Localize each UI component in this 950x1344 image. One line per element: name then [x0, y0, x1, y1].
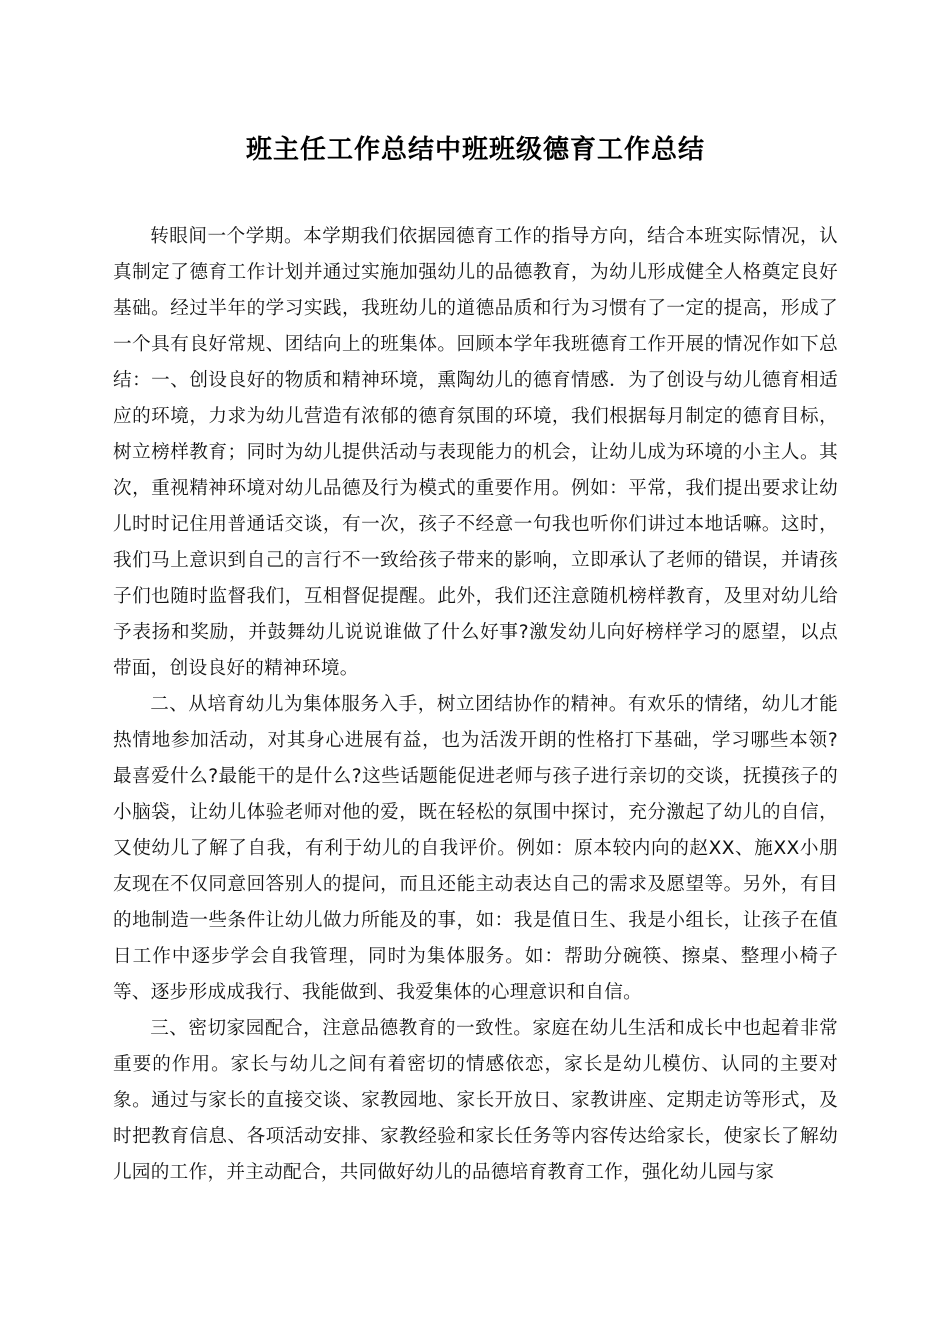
document-title: 班主任工作总结中班班级德育工作总结 — [245, 135, 705, 165]
paragraph-2: 二、从培育幼儿为集体服务入手，树立团结协作的精神。有欢乐的情绪，幼儿才能热情地参加活动，对其身心进展有益，也为活泼开朗的性格打下基础，学习哪些本领?最喜爱什么?最能干的是什么?这些话题能促进老师与孩子进行亲切的交谈，抚摸孩子的小脑袋，让幼儿体验老师对他的爱，既在轻松的氛围中探讨，充分激起了幼儿的自信，又使幼儿了解了自我，有利于幼儿的自我评价。例如：原本较内向的赵XX、施XX小朋友现在不仅同意回答别人的提问，而且还能主动表达自己的需求及愿望等。另外，有目的地制造一些条件让幼儿做力所能及的事，如：我是值日生、我是小组长，让孩子在值日工作中逐步学会自我管理，同时为集体服务。如：帮助分碗筷、擦桌、整理小椅子等、逐步形成成我行、我能做到、我爱集体的心理意识和自信。 — [113, 694, 838, 1003]
paragraph-1: 转眼间一个学期。本学期我们依据园德育工作的指导方向，结合本班实际情况，认真制定了德育工作计划并通过实施加强幼儿的品德教育，为幼儿形成健全人格奠定良好基础。经过半年的学习实践，我班幼儿的道德品质和行为习惯有了一定的提高，形成了一个具有良好常规、团结向上的班集体。回顾本学年我班德育工作开展的情况作如下总结：一、创设良好的物质和精神环境，熏陶幼儿的德育情感．为了创设与幼儿德育相适应的环境，力求为幼儿营造有浓郁的德育氛围的环境，我们根据每月制定的德育目标，树立榜样教育；同时为幼儿提供活动与表现能力的机会，让幼儿成为环境的小主人。其次，重视精神环境对幼儿品德及行为模式的重要作用。例如：平常，我们提出要求让幼儿时时记住用普通话交谈，有一次，孩子不经意一句我也听你们讲过本地话嘛。这时，我们马上意识到自己的言行不一致给孩子带来的影响，立即承认了老师的错误，并请孩子们也随时监督我们，互相督促提醒。此外，我们还注意随机榜样教育，及里对幼儿给予表扬和奖励，并鼓舞幼儿说说谁做了什么好事?激发幼儿向好榜样学习的愿望，以点带面，创设良好的精神环境。 — [113, 226, 838, 679]
paragraph-3: 三、密切家园配合，注意品德教育的一致性。家庭在幼儿生活和成长中也起着非常重要的作用。家长与幼儿之间有着密切的情感依恋，家长是幼儿模仿、认同的主要对象。通过与家长的直接交谈、家教园地、家长开放日、家教讲座、定期走访等形式，及时把教育信息、各项活动安排、家教经验和家长任务等内容传达给家长，使家长了解幼儿园的工作，并主动配合，共同做好幼儿的品德培育教育工作，强化幼儿园与家 — [113, 1018, 838, 1183]
